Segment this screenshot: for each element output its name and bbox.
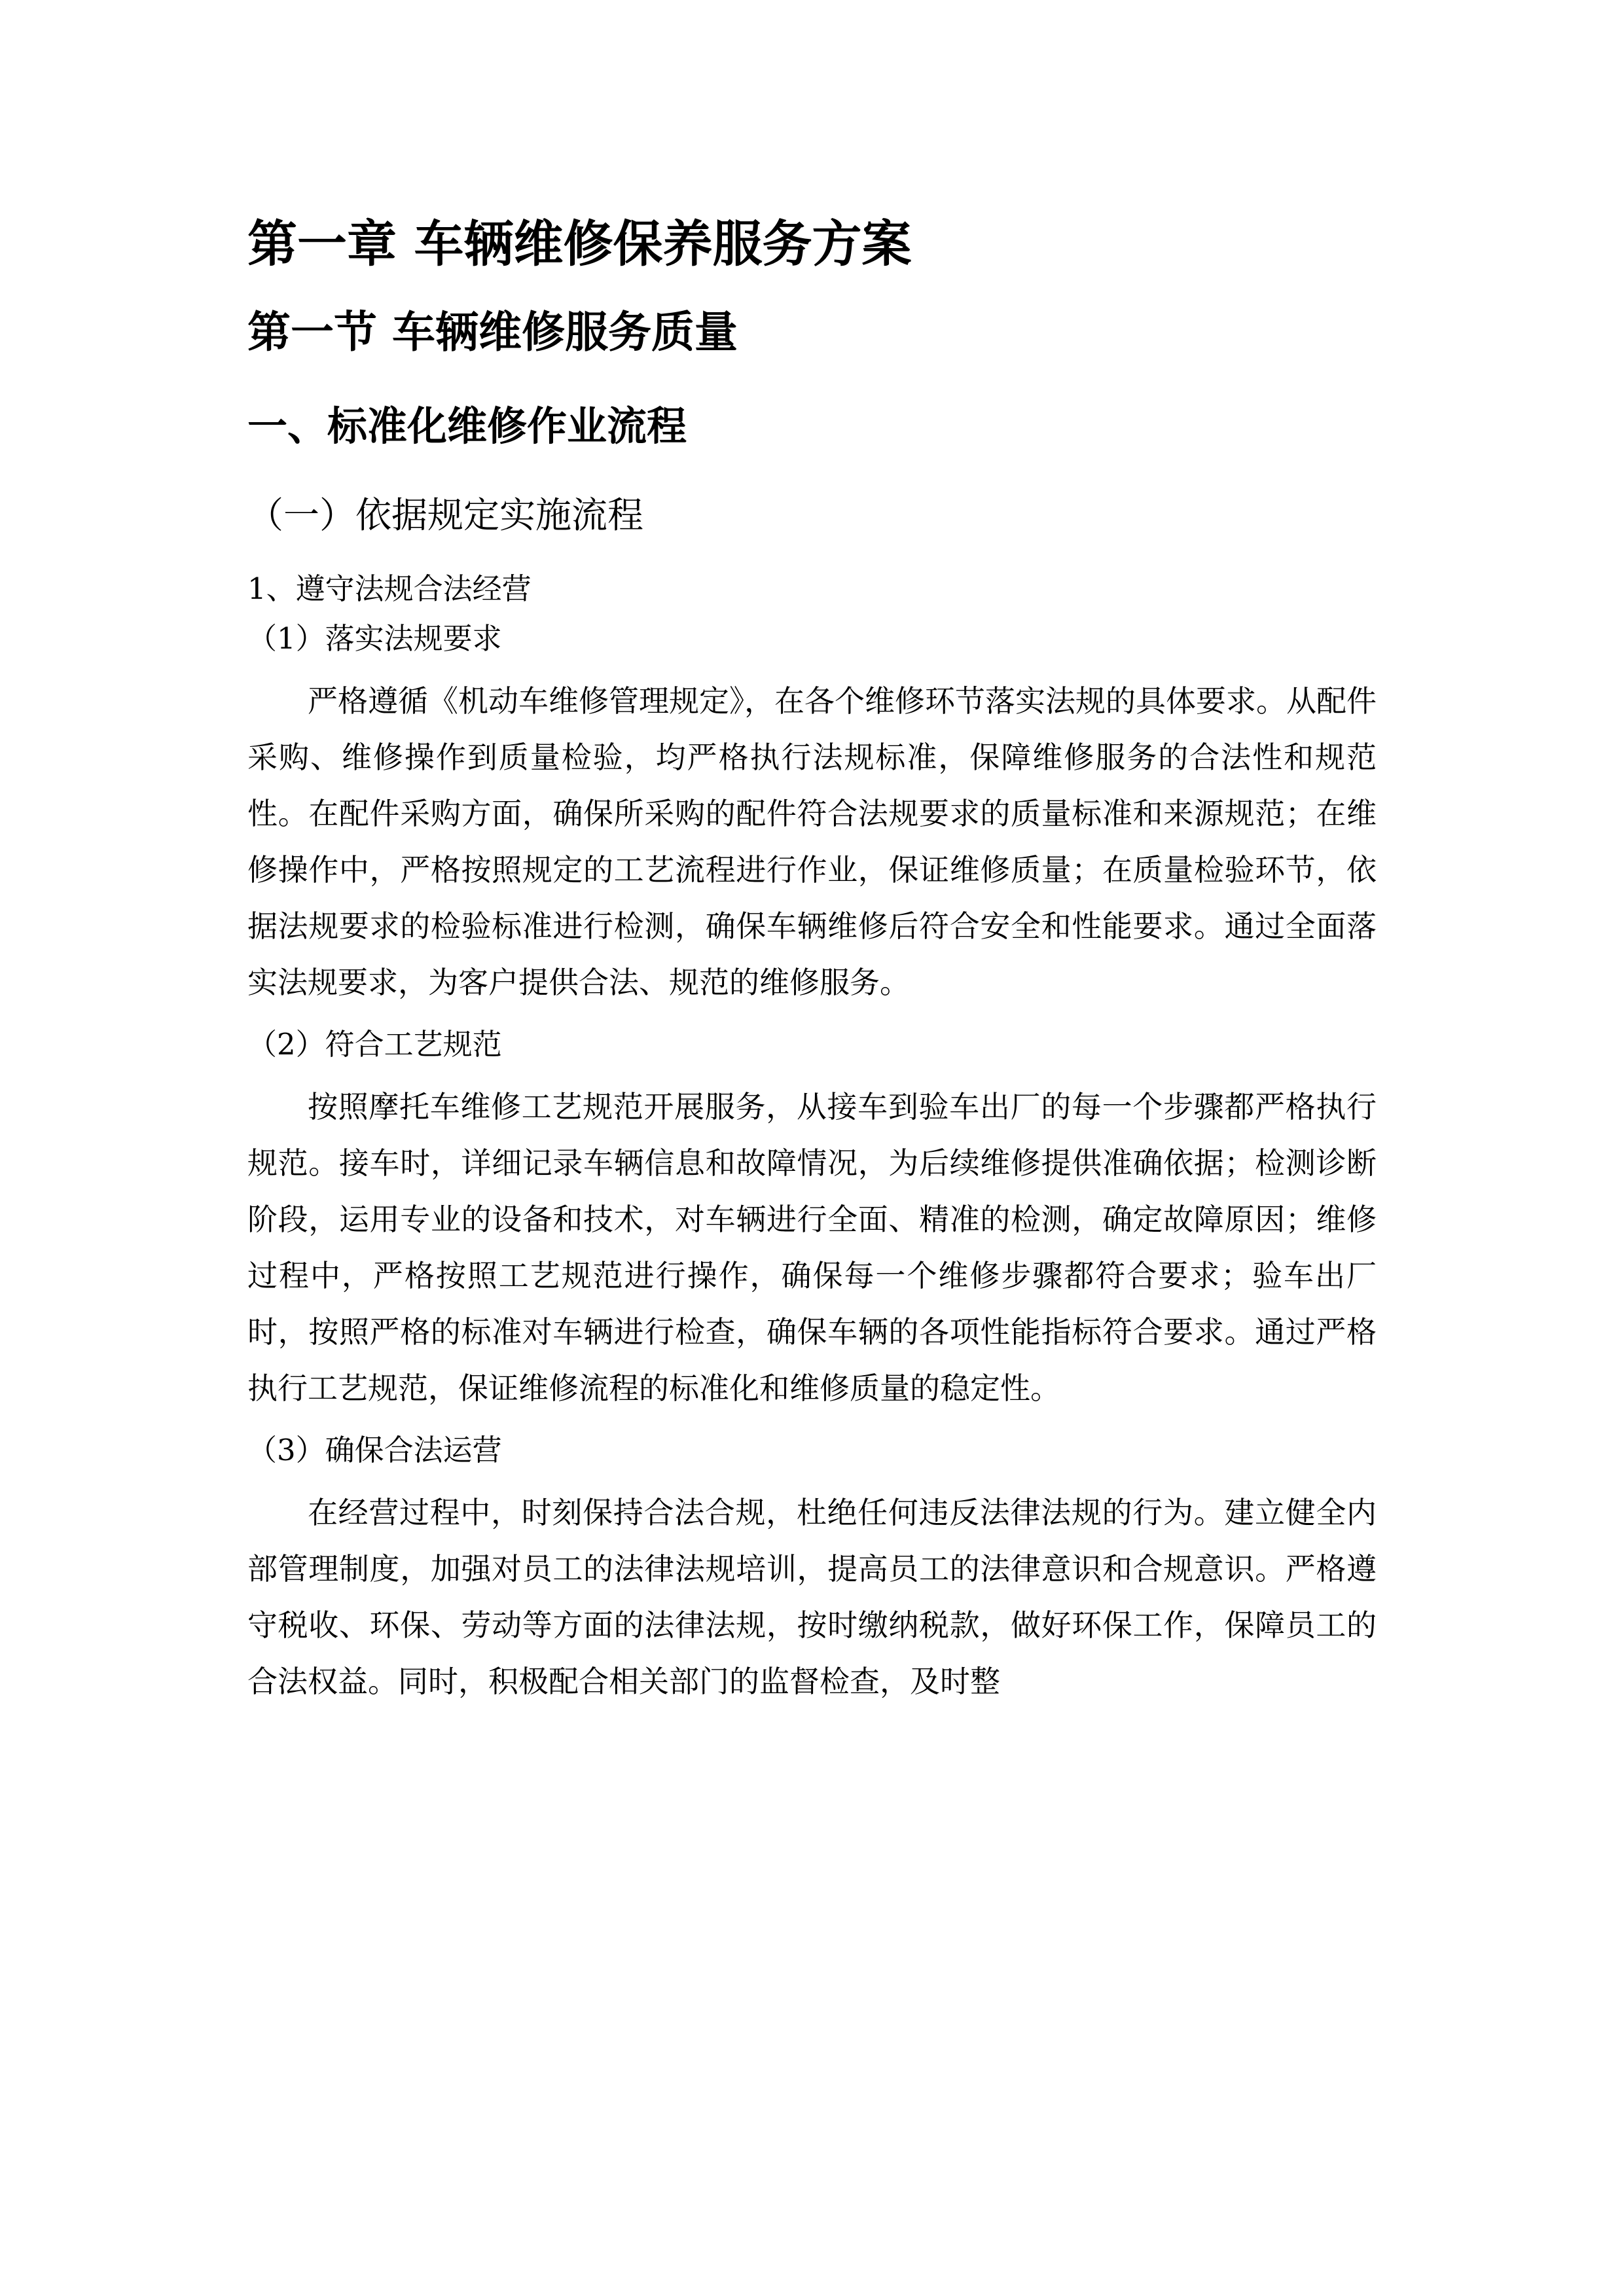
part-title: （一）依据规定实施流程 — [247, 494, 644, 536]
subitem-paragraph-2: 按照摩托车维修工艺规范开展服务，从接车到验车出厂的每一个步骤都严格执行规范。接车时，详细记录车辆信息和故障情况，为后续维修提供准确依据；检测诊断阶段，运用专业的设备和技术，对车辆进行全面、精准的检测，确定故障原因；维修过程中，严格按照工艺规范进行操作，确保每一个维修步骤都符合要求；验车出厂时，按照严格的标准对车辆进行检查，确保车辆的各项性能指标符合要求。通过严格执行工艺规范，保证维修流程的标准化和维修质量的稳定性。 — [247, 1089, 1377, 1406]
section-title: 第一节 车辆维修服务质量 — [247, 307, 738, 357]
document-body — [247, 208, 1377, 1719]
subitem-heading-3: （3）确保合法运营 — [247, 1433, 502, 1467]
subitem-heading-2: （2）符合工艺规范 — [247, 1027, 502, 1062]
subitem-paragraph-1: 严格遵循《机动车维修管理规定》，在各个维修环节落实法规的具体要求。从配件采购、维修操作到质量检验，均严格执行法规标准，保障维修服务的合法性和规范性。在配件采购方面，确保所采购的配件符合法规要求的质量标准和来源规范；在维修操作中，严格按照规定的工艺流程进行作业，保证维修质量；在质量检验环节，依据法规要求的检验标准进行检测，确保车辆维修后符合安全和性能要求。通过全面落实法规要求，为客户提供合法、规范的维修服务。 — [247, 683, 1377, 1000]
subitem-heading-1: （1）落实法规要求 — [247, 621, 502, 656]
subsection-title: 一、标准化维修作业流程 — [247, 403, 687, 450]
item-title: 1、遵守法规合法经营 — [247, 571, 532, 606]
chapter-title: 第一章 车辆维修保养服务方案 — [247, 215, 912, 273]
subitem-paragraph-3: 在经营过程中，时刻保持合法合规，杜绝任何违反法律法规的行为。建立健全内部管理制度，加强对员工的法律法规培训，提高员工的法律意识和合规意识。严格遵守税收、环保、劳动等方面的法律法规，按时缴纳税款，做好环保工作，保障员工的合法权益。同时，积极配合相关部门的监督检查，及时整 — [247, 1495, 1377, 1699]
